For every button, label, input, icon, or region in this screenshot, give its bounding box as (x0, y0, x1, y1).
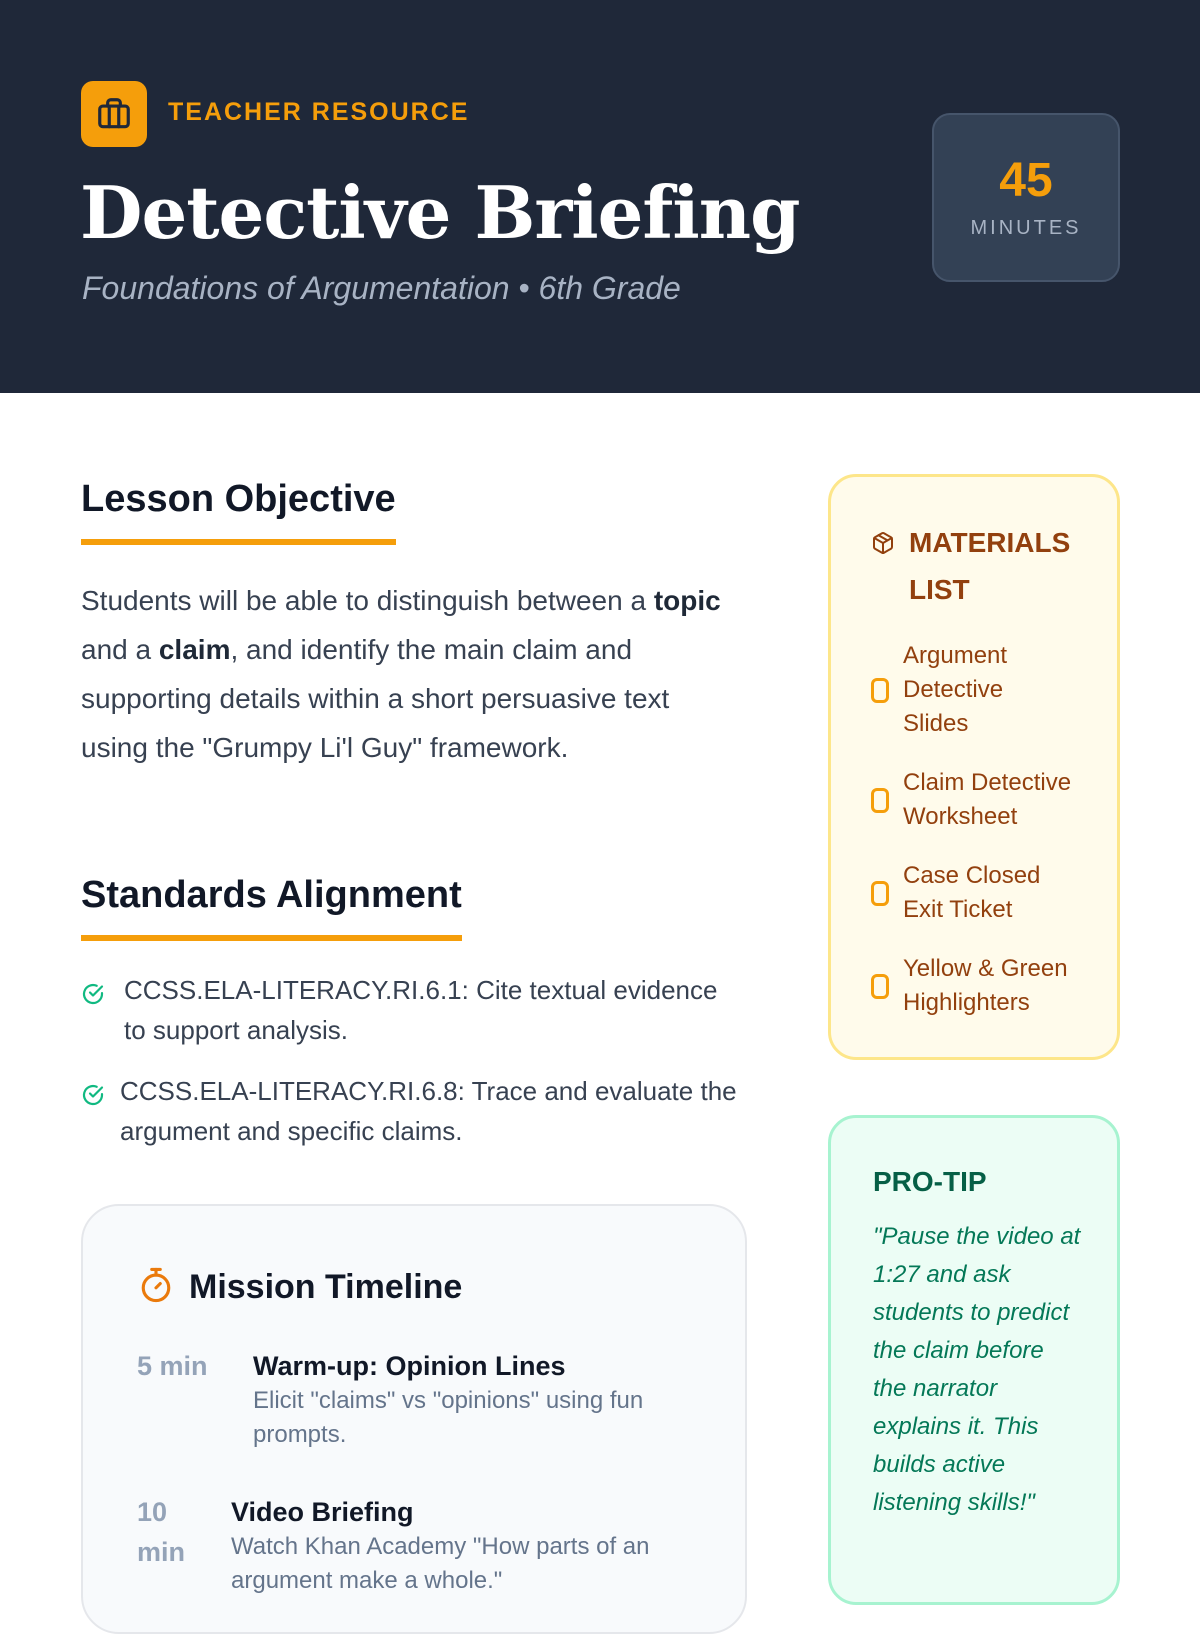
material-item[interactable] (871, 766, 1101, 834)
standards-heading: Standards Alignment (81, 874, 462, 941)
timeline-duration: 10 min (137, 1497, 186, 1567)
check-circle-icon (81, 982, 105, 1006)
pro-tip-heading: PRO-TIP (873, 1166, 987, 1197)
briefcase-icon (81, 81, 147, 147)
material-item[interactable] (871, 859, 1101, 927)
checkbox-icon[interactable] (871, 881, 889, 906)
objective-heading: Lesson Objective (81, 478, 396, 545)
term-claim: claim (158, 634, 231, 665)
checkbox-icon[interactable] (871, 678, 889, 703)
timeline-activity: Video Briefing (231, 1497, 414, 1527)
pro-tip-text: "Pause the video at 1:27 and ask students to predict the claim before the narrator explains it. This builds active listening skills!" (873, 1223, 1081, 1516)
timeline-row (137, 1492, 697, 1612)
material-label: Case Closed Exit Ticket (903, 862, 1041, 923)
standard-item: CCSS.ELA-LITERACY.RI.6.1: Cite textual evidence to support analysis. (81, 970, 741, 1050)
duration-card (932, 113, 1120, 282)
page-subtitle: Foundations of Argumentation • 6th Grade (82, 270, 681, 306)
timeline-duration: 5 min (137, 1351, 208, 1381)
timeline-activity: Warm-up: Opinion Lines (253, 1351, 566, 1381)
material-label: Yellow & Green Highlighters (903, 955, 1068, 1016)
duration-unit: MINUTES (970, 217, 1082, 239)
page-title: Detective Briefing (80, 170, 800, 255)
term-topic: topic (653, 585, 721, 616)
checkbox-icon[interactable] (871, 974, 889, 999)
package-icon (871, 531, 895, 560)
material-label: Argument Detective Slides (903, 642, 1008, 737)
material-item[interactable] (871, 639, 1101, 741)
timeline-description: Elicit "claims" vs "opinions" using fun prompts. (253, 1387, 644, 1448)
objective-text: Students will be able to distinguish between a topic and a claim, and identify the main claim and supporting details within a short persuasive text using the "Grumpy Li'l Guy" framework. (81, 585, 721, 763)
standards-list (81, 970, 741, 1172)
timeline-heading: Mission Timeline (189, 1268, 463, 1306)
mission-timeline-card (81, 1204, 747, 1634)
standard-item: CCSS.ELA-LITERACY.RI.6.8: Trace and evaluate the argument and specific claims. (81, 1071, 741, 1151)
stopwatch-icon (139, 1266, 173, 1309)
checkbox-icon[interactable] (871, 788, 889, 813)
check-circle-icon (81, 1083, 105, 1107)
timeline-header (139, 1266, 462, 1309)
duration-value: 45 (999, 154, 1053, 207)
materials-card (828, 474, 1120, 1060)
timeline-description: Watch Khan Academy "How parts of an argument make a whole." (231, 1533, 650, 1594)
materials-header (871, 519, 1089, 613)
resource-type-label: TEACHER RESOURCE (168, 98, 470, 126)
materials-heading: MATERIALS LIST (909, 527, 1071, 605)
material-label: Claim Detective Worksheet (903, 769, 1072, 830)
timeline-row (137, 1346, 697, 1456)
page-header (0, 0, 1200, 393)
material-item[interactable] (871, 952, 1101, 1020)
pro-tip-card (828, 1115, 1120, 1605)
